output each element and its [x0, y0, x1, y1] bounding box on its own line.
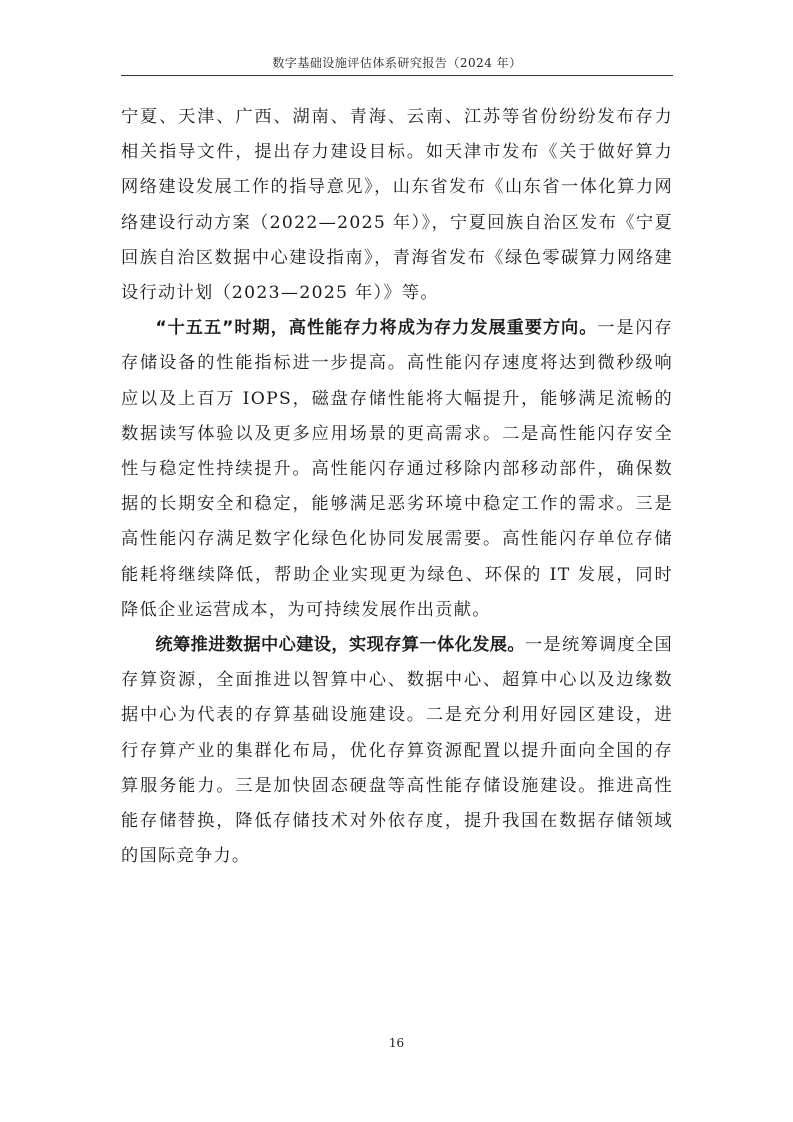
running-header: 数字基础设施评估体系研究报告（2024 年）: [272, 56, 522, 70]
paragraph-text: 宁夏、天津、广西、湖南、青海、云南、江苏等省份纷纷发布存力相关指导文件，提出存力建设目标。如天津市发布《关于做好算力网络建设发展工作的指导意见》，山东省发布《山东省一体化算力网络建设行动方案（2022—2025 年）》，宁夏回族自治区发布《宁夏回族自治区数据中心建设指南》，青海省发布《绿色零碳算力网络建设行动计划（2023—2025 年）》等。: [121, 107, 673, 304]
paragraph-lead: “十五五”时期，高性能存力将成为存力发展重要方向。: [155, 318, 598, 339]
paragraph-continuation: [121, 100, 673, 311]
header-divider: [121, 75, 673, 76]
page-number: 16: [388, 1036, 405, 1050]
paragraph-data-center-construction: [121, 628, 673, 874]
paragraph-lead: 统筹推进数据中心建设，实现存算一体化发展。: [155, 635, 525, 656]
paragraph-text: 一是统筹调度全国存算资源，全面推进以智算中心、数据中心、超算中心以及边缘数据中心为代表的存算基础设施建设。二是充分利用好园区建设，进行存算产业的集群化布局，优化存算资源配置以提升面向全国的存算服务能力。三是加快固态硬盘等高性能存储设施建设。推进高性能存储替换，降低存储技术对外依存度，提升我国在数据存储领域的国际竞争力。: [121, 635, 673, 867]
paragraph-high-performance-storage: [121, 311, 673, 628]
document-body: [121, 100, 673, 874]
paragraph-text: 一是闪存存储设备的性能指标进一步提高。高性能闪存速度将达到微秒级响应以及上百万 IOPS，磁盘存储性能将大幅提升，能够满足流畅的数据读写体验以及更多应用场景的更高需求。二是高性能闪存安全性与稳定性持续提升。高性能闪存通过移除内部移动部件，确保数据的长期安全和稳定，能够满足恶劣环境中稳定工作的需求。三是高性能闪存满足数字化绿色化协同发展需要。高性能闪存单位存储能耗将继续降低，帮助企业实现更为绿色、环保的 IT 发展，同时降低企业运营成本，为可持续发展作出贡献。: [121, 318, 673, 620]
